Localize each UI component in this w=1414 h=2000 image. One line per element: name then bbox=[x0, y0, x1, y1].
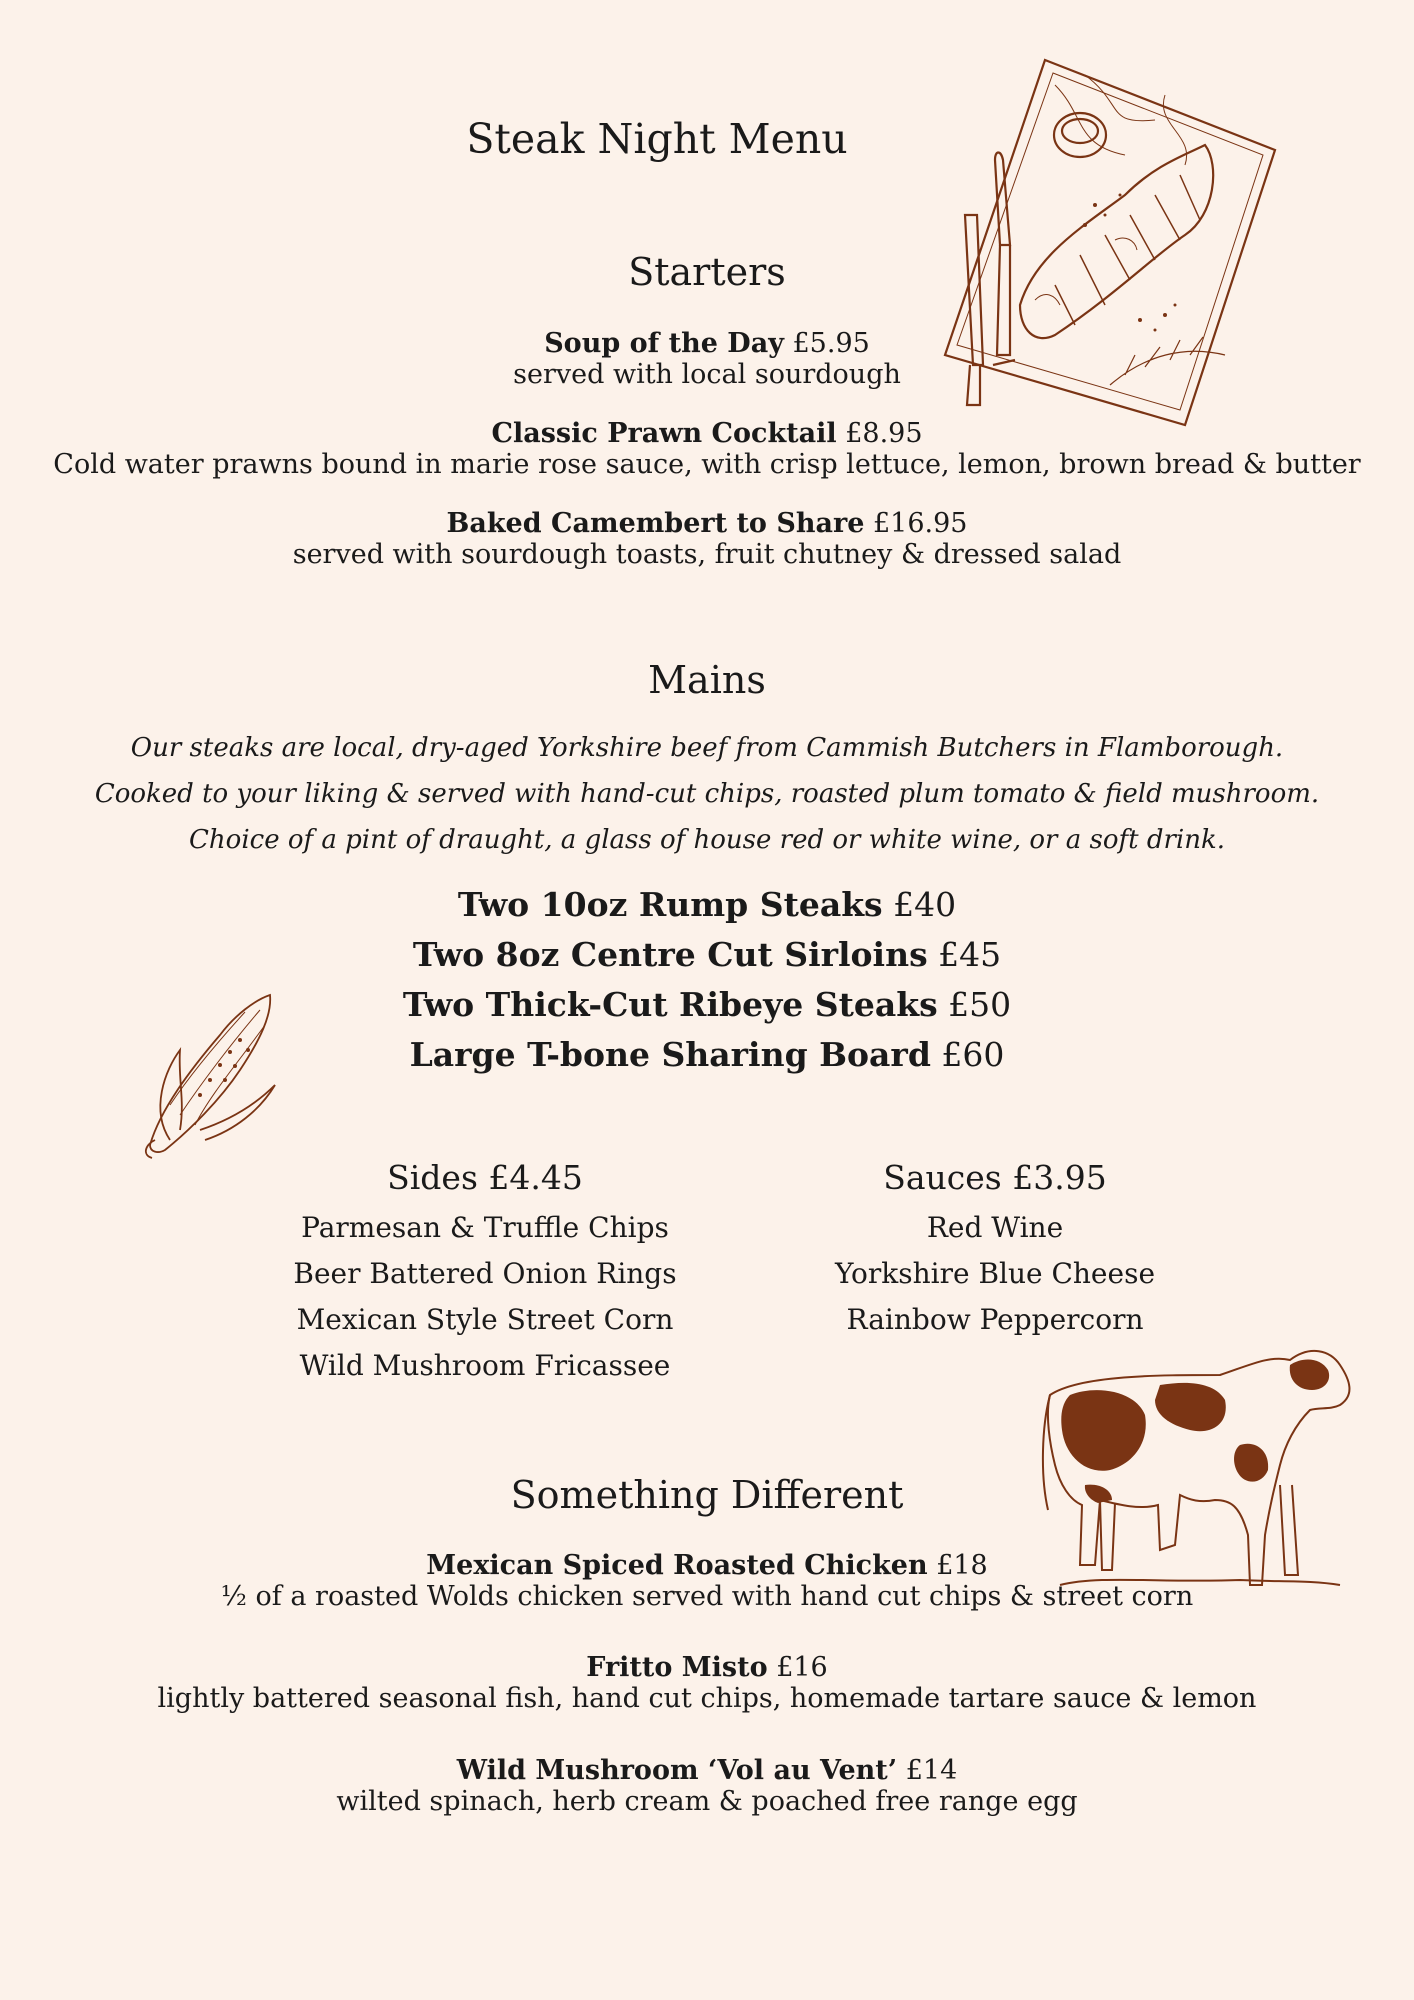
item-price: £45 bbox=[938, 935, 1002, 974]
side-item: Wild Mushroom Fricassee bbox=[299, 1349, 671, 1382]
intro-line: Cooked to your liking & served with hand-cut chips, roasted plum tomato & field mushroom. bbox=[94, 779, 1320, 809]
section-heading-something-different: Something Different bbox=[510, 1473, 904, 1517]
side-item: Parmesan & Truffle Chips bbox=[301, 1211, 669, 1244]
steak-item bbox=[0, 880, 1414, 930]
section-heading-starters: Starters bbox=[628, 250, 786, 294]
sauce-item: Red Wine bbox=[926, 1211, 1064, 1244]
item-name: Soup of the Day bbox=[544, 328, 784, 359]
item-description: Cold water prawns bound in marie rose sauce, with crisp lettuce, lemon, brown bread & butter bbox=[53, 449, 1361, 480]
sauces-column bbox=[765, 1158, 1225, 1343]
menu-item bbox=[0, 1652, 1414, 1714]
item-price: £8.95 bbox=[845, 418, 923, 449]
item-description: served with local sourdough bbox=[513, 359, 901, 390]
item-price: £40 bbox=[893, 885, 957, 924]
item-name: Large T-bone Sharing Board bbox=[409, 1035, 931, 1074]
item-description: wilted spinach, herb cream & poached free range egg bbox=[336, 1786, 1078, 1817]
menu-item bbox=[0, 418, 1414, 480]
item-name: Mexican Spiced Roasted Chicken bbox=[426, 1550, 928, 1581]
page-title: Steak Night Menu bbox=[466, 115, 848, 163]
sauce-item: Rainbow Peppercorn bbox=[846, 1303, 1144, 1336]
item-price: £18 bbox=[936, 1550, 988, 1581]
intro-line: Our steaks are local, dry-aged Yorkshire beef from Cammish Butchers in Flamborough. bbox=[130, 733, 1284, 763]
item-name: Wild Mushroom ‘Vol au Vent’ bbox=[456, 1755, 898, 1786]
mains-intro bbox=[0, 725, 1414, 863]
item-name: Baked Camembert to Share bbox=[446, 508, 865, 539]
menu-item bbox=[0, 1550, 1414, 1612]
menu-item bbox=[0, 328, 1414, 390]
item-price: £16.95 bbox=[872, 508, 968, 539]
item-name: Classic Prawn Cocktail bbox=[491, 418, 837, 449]
menu-item bbox=[0, 1755, 1414, 1817]
intro-line: Choice of a pint of draught, a glass of house red or white wine, or a soft drink. bbox=[189, 825, 1225, 855]
sides-column bbox=[255, 1158, 715, 1389]
steak-item bbox=[0, 980, 1414, 1030]
menu-item bbox=[0, 508, 1414, 570]
item-name: Two 10oz Rump Steaks bbox=[457, 885, 883, 924]
item-description: served with sourdough toasts, fruit chutney & dressed salad bbox=[292, 539, 1122, 570]
sides-heading: Sides £4.45 bbox=[387, 1158, 583, 1197]
steak-item bbox=[0, 930, 1414, 980]
item-name: Two Thick-Cut Ribeye Steaks bbox=[402, 985, 938, 1024]
item-description: lightly battered seasonal fish, hand cut chips, homemade tartare sauce & lemon bbox=[157, 1683, 1257, 1714]
side-item: Beer Battered Onion Rings bbox=[293, 1257, 677, 1290]
side-item: Mexican Style Street Corn bbox=[296, 1303, 674, 1336]
item-price: £60 bbox=[941, 1035, 1005, 1074]
item-name: Fritto Misto bbox=[586, 1652, 768, 1683]
item-price: £50 bbox=[948, 985, 1012, 1024]
item-description: ½ of a roasted Wolds chicken served with hand cut chips & street corn bbox=[220, 1581, 1194, 1612]
steak-item bbox=[0, 1030, 1414, 1080]
item-price: £5.95 bbox=[792, 328, 870, 359]
steak-list bbox=[0, 880, 1414, 1080]
item-name: Two 8oz Centre Cut Sirloins bbox=[412, 935, 928, 974]
sauces-heading: Sauces £3.95 bbox=[883, 1158, 1107, 1197]
item-price: £16 bbox=[776, 1652, 828, 1683]
sauce-item: Yorkshire Blue Cheese bbox=[834, 1257, 1156, 1290]
item-price: £14 bbox=[905, 1755, 958, 1786]
section-heading-mains: Mains bbox=[648, 658, 766, 702]
